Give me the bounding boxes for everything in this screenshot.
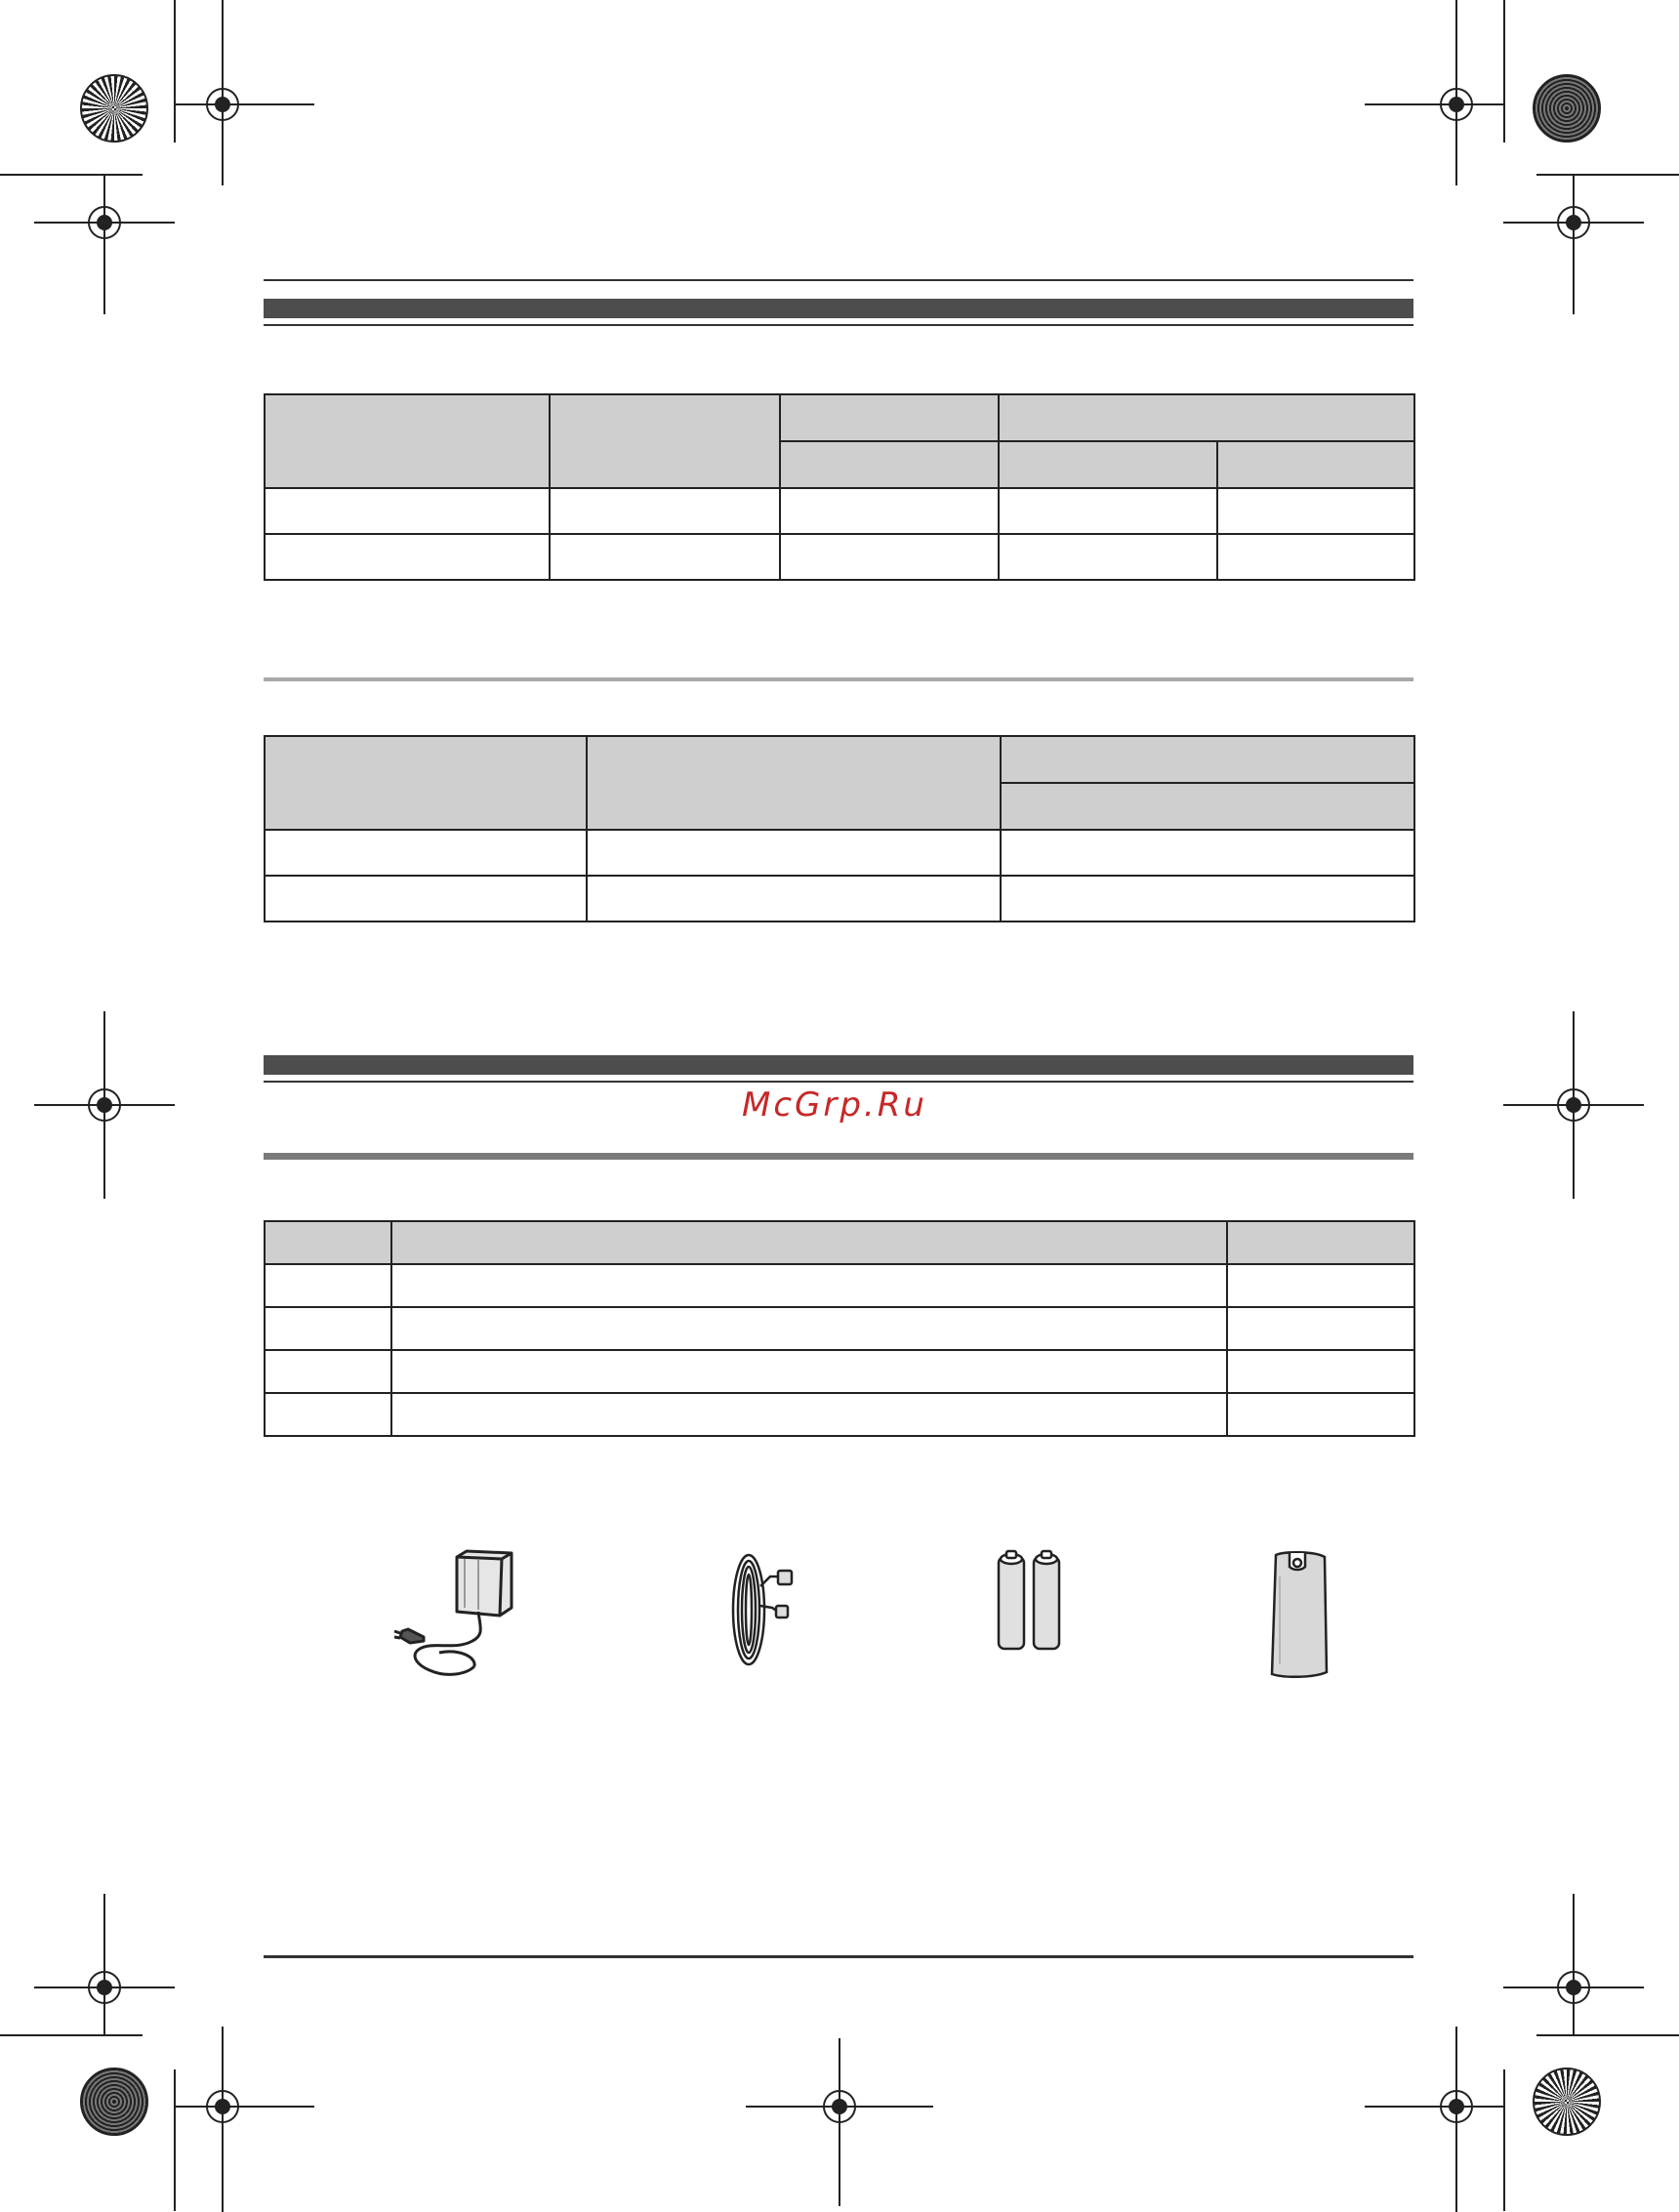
section-heading-bar	[264, 299, 1413, 318]
table-header-cell	[999, 441, 1217, 488]
table-header-cell	[550, 394, 780, 488]
table-row	[265, 534, 1414, 580]
header-rule	[264, 279, 1413, 281]
rechargeable-batteries-icon	[991, 1547, 1069, 1655]
table-row	[265, 1393, 1414, 1436]
table-header-cell	[1227, 1221, 1414, 1264]
concentric-register-mark	[1533, 74, 1601, 143]
ac-adaptor-icon	[390, 1547, 527, 1684]
specification-table-1	[264, 393, 1415, 581]
subsection-rule	[264, 677, 1413, 681]
table-header-cell	[265, 1221, 391, 1264]
table-header-cell	[780, 441, 999, 488]
watermark-text: McGrp.Ru	[742, 1086, 927, 1125]
table-row	[265, 876, 1414, 922]
table-row	[265, 1307, 1414, 1350]
table-header-cell	[1001, 736, 1414, 783]
specification-table-2	[264, 735, 1415, 922]
starburst-register-mark	[80, 74, 148, 143]
telephone-line-cord-icon	[717, 1547, 805, 1674]
section-underline	[264, 324, 1413, 326]
starburst-register-mark	[1533, 2068, 1601, 2136]
table-row	[265, 1350, 1414, 1393]
subsection-rule	[264, 1153, 1413, 1160]
table-row	[265, 1264, 1414, 1307]
table-header-cell	[265, 394, 550, 488]
footer-rule	[264, 1955, 1413, 1958]
table-header-cell	[1217, 441, 1414, 488]
table-header-cell	[999, 394, 1414, 441]
table-header-cell	[391, 1221, 1227, 1264]
table-row	[265, 488, 1414, 534]
section-heading-bar	[264, 1055, 1413, 1075]
accessory-table	[264, 1220, 1415, 1437]
table-header-cell	[587, 736, 1001, 830]
table-row	[265, 830, 1414, 876]
table-header-cell	[780, 394, 999, 441]
table-header-cell	[1001, 783, 1414, 830]
section-underline	[264, 1081, 1413, 1083]
table-header-cell	[265, 736, 587, 830]
concentric-register-mark	[80, 2068, 148, 2136]
handset-cover-icon	[1264, 1547, 1342, 1679]
